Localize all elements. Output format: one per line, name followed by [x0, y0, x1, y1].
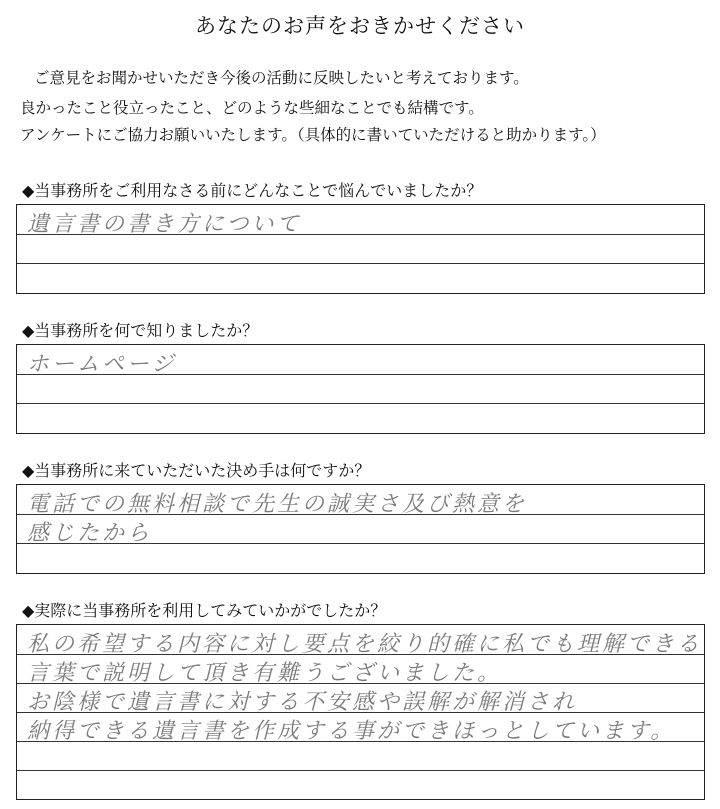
survey-title: あなたのお声をおきかせください [195, 14, 525, 38]
intro-line-3: アンケートにご協力お願いいたします。（具体的に書いていただけると助かります。） [20, 126, 606, 144]
question-2-label: ◆当事務所を何で知りましたか？ [22, 321, 259, 340]
answer-box-2 [16, 344, 705, 434]
intro-line-1: ご意見をお聞かせいただき今後の活動に反映したいと考えております。 [34, 69, 529, 87]
answer-3-text-2: 感じたから [27, 521, 153, 546]
question-3-label: ◆当事務所に来ていただいた決め手は何ですか？ [22, 461, 371, 480]
answer-line-divider [17, 770, 704, 771]
answer-4-text-2: 言葉で説明して頂き有難うございました。 [27, 661, 503, 686]
answer-4-text-1: 私の希望する内容に対し要点を絞り的確に私でも理解できる [27, 632, 703, 657]
answer-line-divider [17, 263, 704, 264]
answer-3-text-1: 電話での無料相談で先生の誠実さ及び熱意を [27, 492, 528, 517]
answer-2-text-1: ホームページ [27, 352, 177, 377]
intro-line-2: 良かったこと役立ったこと、どのような些細なことでも結構です。 [20, 99, 484, 117]
answer-box-1 [16, 204, 705, 294]
question-1-label: ◆当事務所をご利用なさる前にどんなことで悩んでいましたか？ [22, 181, 483, 200]
answer-1-text-1: 遺言書の書き方について [27, 212, 302, 237]
answer-line-divider [17, 403, 704, 404]
answer-4-text-3: お陰様で遺言書に対する不安感や誤解が解消され [27, 690, 578, 715]
answer-4-text-4: 納得できる遺言書を作成する事ができほっとしています。 [27, 719, 676, 744]
answer-box-4 [16, 624, 705, 800]
answer-box-3 [16, 484, 705, 574]
question-4-label: ◆実際に当事務所を利用してみていかがでしたか？ [22, 601, 387, 620]
